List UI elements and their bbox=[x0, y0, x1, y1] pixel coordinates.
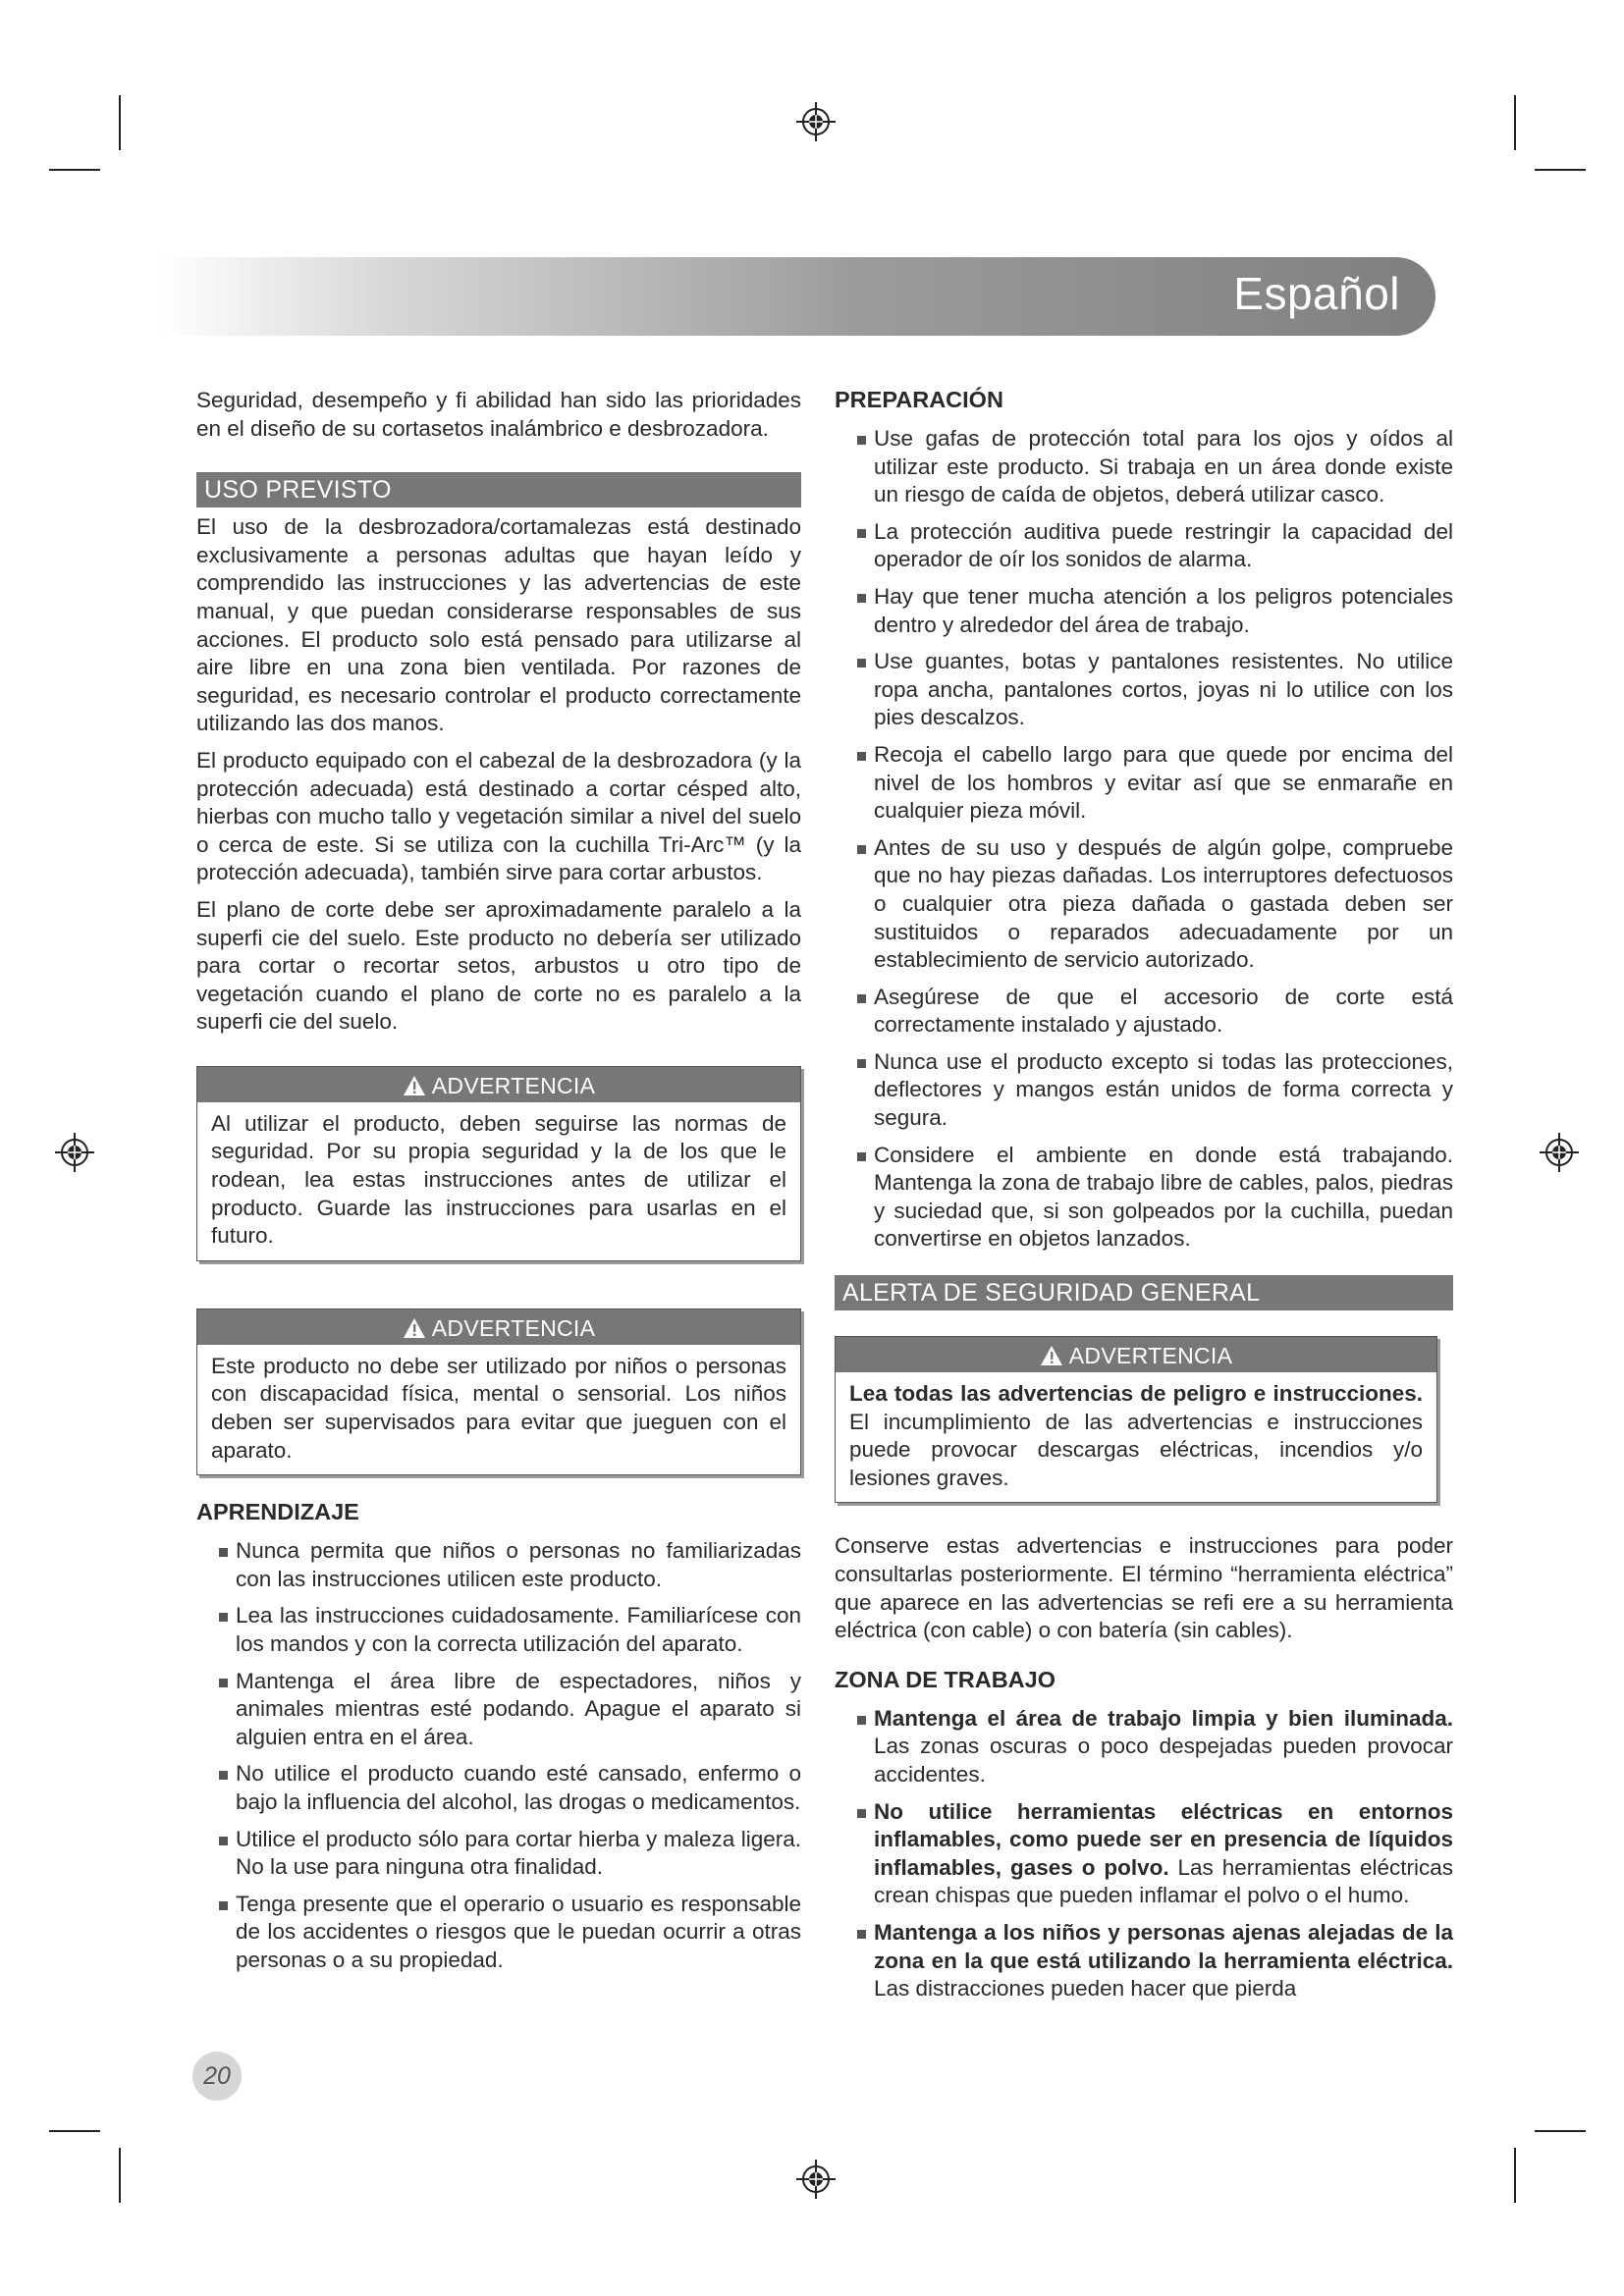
crop-mark bbox=[119, 95, 121, 150]
list-item: Hay que tener mucha atención a los peligros potenciales dentro y alrededor del área de trabajo. bbox=[835, 583, 1453, 639]
uso-previsto-paragraph: El producto equipado con el cabezal de la desbrozadora (y la protección adecuada) está destinado a cortar césped alto, hierbas con mucho tallo y vegetación similar a nivel del suelo o cerca de este. Si se utiliza con la cuchilla Tri-Arc™ (y la protección adecuada), también sirve para cortar arbustos. bbox=[196, 747, 801, 885]
bullet-icon bbox=[857, 659, 866, 667]
warning-triangle-icon bbox=[1040, 1345, 1063, 1366]
bullet-icon bbox=[857, 1152, 866, 1161]
warning-box bbox=[196, 1066, 801, 1261]
language-title: Español bbox=[1233, 268, 1400, 319]
warning-body bbox=[836, 1372, 1436, 1502]
list-item: Lea las instrucciones cuidadosamente. Familiarícese con los mandos y con la correcta utilización del aparato. bbox=[196, 1602, 801, 1658]
preparacion-list bbox=[835, 425, 1453, 1254]
bullet-icon bbox=[857, 1809, 866, 1818]
uso-previsto-paragraph: El uso de la desbrozadora/cortamalezas está destinado exclusivamente a personas adultas que hayan leído y comprendido las instrucciones y las advertencias de este manual, y que puedan considerarse responsables de sus acciones. El producto solo está pensado para utilizarse al aire libre en una zona bien ventilada. Por razones de seguridad, es necesario controlar el producto correctamente utilizando las dos manos. bbox=[196, 514, 801, 736]
list-item: No utilice herramientas eléctricas en entornos inflamables, como puede ser en presencia de líquidos inflamables, gases o polvo. Las herramientas eléctricas crean chispas que pueden inflamar el polvo o el humo. bbox=[835, 1798, 1453, 1910]
section-heading-alerta: ALERTA DE SEGURIDAD GENERAL bbox=[835, 1275, 1453, 1310]
warning-header bbox=[197, 1309, 800, 1345]
crop-mark bbox=[1514, 2148, 1516, 2203]
list-item: Nunca permita que niños o personas no familiarizadas con las instrucciones utilicen este producto. bbox=[196, 1537, 801, 1593]
alerta-paragraph: Conserve estas advertencias e instrucciones para poder consultarlas posteriormente. El término “herramienta eléctrica” que aparece en las advertencias se refi ere a su herramienta eléctrica (con cable) o con batería (sin cables). bbox=[835, 1533, 1453, 1643]
warning-body bbox=[197, 1102, 800, 1260]
warning-title: ADVERTENCIA bbox=[431, 1072, 596, 1098]
uso-previsto-paragraph: El plano de corte debe ser aproximadamente paralelo a la superfi cie del suelo. Este producto no debería ser utilizado para cortar o recortar setos, arbustos u otro tipo de vegetación cuando el plano de corte no es paralelo a la superfi cie del suelo. bbox=[196, 896, 801, 1035]
section-heading-uso-previsto: USO PREVISTO bbox=[196, 472, 801, 507]
crop-mark bbox=[49, 2130, 100, 2132]
warning-body bbox=[197, 1345, 800, 1474]
left-column bbox=[196, 387, 801, 1984]
list-item: Asegúrese de que el accesorio de corte está correctamente instalado y ajustado. bbox=[835, 984, 1453, 1040]
warning-box bbox=[196, 1308, 801, 1475]
warning-title: ADVERTENCIA bbox=[1068, 1343, 1233, 1369]
right-column bbox=[835, 387, 1453, 2012]
crop-mark bbox=[49, 169, 100, 171]
section-heading-preparacion: PREPARACIÓN bbox=[835, 387, 1003, 412]
warning-text: Lea todas las advertencias de peligro e instrucciones. El incumplimiento de las advertencias e instrucciones puede provocar descargas eléctricas, incendios y/o lesiones graves. bbox=[849, 1381, 1423, 1490]
aprendizaje-list bbox=[196, 1537, 801, 1974]
section-heading-zona: ZONA DE TRABAJO bbox=[835, 1666, 1056, 1692]
list-item: Utilice el producto sólo para cortar hierba y maleza ligera. No la use para ninguna otra finalidad. bbox=[196, 1826, 801, 1882]
list-item: La protección auditiva puede restringir la capacidad del operador de oír los sonidos de alarma. bbox=[835, 518, 1453, 574]
bullet-icon bbox=[219, 1771, 228, 1780]
warning-header bbox=[836, 1337, 1436, 1372]
page-number: 20 bbox=[192, 2052, 242, 2101]
bullet-icon bbox=[857, 1930, 866, 1939]
bullet-icon bbox=[219, 1837, 228, 1845]
list-item: Use guantes, botas y pantalones resistentes. No utilice ropa ancha, pantalones cortos, joyas ni lo utilice con los pies descalzos. bbox=[835, 648, 1453, 732]
list-item: Recoja el cabello largo para que quede por encima del nivel de los hombros y evitar así que se enmarañe en cualquier pieza móvil. bbox=[835, 741, 1453, 826]
registration-mark-icon bbox=[794, 2158, 838, 2201]
warning-text: Este producto no debe ser utilizado por niños o personas con discapacidad física, mental o sensorial. Los niños deben ser supervisados para evitar que jueguen con el aparato. bbox=[211, 1353, 786, 1463]
bullet-icon bbox=[857, 1059, 866, 1068]
language-header-band bbox=[159, 257, 1435, 336]
bullet-icon bbox=[219, 1901, 228, 1910]
list-item: Use gafas de protección total para los ojos y oídos al utilizar este producto. Si trabaja en un área donde existe un riesgo de caída de objetos, deberá utilizar casco. bbox=[835, 425, 1453, 509]
intro-paragraph: Seguridad, desempeño y fi abilidad han sido las prioridades en el diseño de su cortasetos inalámbrico e desbrozadora. bbox=[196, 388, 801, 441]
bullet-icon bbox=[857, 845, 866, 854]
warning-header bbox=[197, 1067, 800, 1102]
crop-mark bbox=[119, 2148, 121, 2203]
registration-mark-icon bbox=[53, 1131, 96, 1174]
list-item: Considere el ambiente en donde está trabajando. Mantenga la zona de trabajo libre de cables, palos, piedras y suciedad que, si son golpeados por la cuchilla, puedan convertirse en objetos lanzados. bbox=[835, 1142, 1453, 1254]
warning-title: ADVERTENCIA bbox=[431, 1314, 596, 1341]
bullet-icon bbox=[857, 1716, 866, 1725]
crop-mark bbox=[1535, 2130, 1586, 2132]
list-item: Tenga presente que el operario o usuario es responsable de los accidentes o riesgos que le puedan ocurrir a otras personas o a su propiedad. bbox=[196, 1891, 801, 1975]
list-item: Antes de su uso y después de algún golpe, compruebe que no hay piezas dañadas. Los interruptores defectuosos o cualquier otra pieza dañada o gastada deben ser sustituidos o reparados adecuadamente por un establecimiento de servicio autorizado. bbox=[835, 834, 1453, 975]
bullet-icon bbox=[219, 1613, 228, 1622]
warning-triangle-icon bbox=[403, 1317, 426, 1339]
list-item: Mantenga el área de trabajo limpia y bien iluminada. Las zonas oscuras o poco despejadas pueden provocar accidentes. bbox=[835, 1705, 1453, 1789]
section-heading-aprendizaje: APRENDIZAJE bbox=[196, 1499, 359, 1525]
registration-mark-icon bbox=[794, 100, 838, 143]
bullet-icon bbox=[219, 1679, 228, 1687]
bullet-icon bbox=[857, 594, 866, 603]
list-item: Mantenga a los niños y personas ajenas alejadas de la zona en la que está utilizando la herramienta eléctrica. Las distracciones pueden hacer que pierda bbox=[835, 1919, 1453, 2003]
bullet-icon bbox=[857, 529, 866, 538]
crop-mark bbox=[1535, 169, 1586, 171]
bullet-icon bbox=[857, 752, 866, 761]
list-item: Mantenga el área libre de espectadores, niños y animales mientras esté podando. Apague el aparato si alguien entra en el área. bbox=[196, 1668, 801, 1752]
crop-mark bbox=[1514, 95, 1516, 150]
warning-box bbox=[835, 1336, 1437, 1503]
warning-text: Al utilizar el producto, deben seguirse las normas de seguridad. Por su propia seguridad y la de los que le rodean, lea estas instrucciones antes de utilizar el producto. Guarde las instrucciones para usarlas en el futuro. bbox=[211, 1110, 786, 1249]
bullet-icon bbox=[857, 436, 866, 445]
bullet-icon bbox=[219, 1548, 228, 1557]
list-item: Nunca use el producto excepto si todas las protecciones, deflectores y mangos están unidos de forma correcta y segura. bbox=[835, 1048, 1453, 1133]
registration-mark-icon bbox=[1538, 1131, 1581, 1174]
warning-triangle-icon bbox=[403, 1075, 426, 1096]
zona-list bbox=[835, 1705, 1453, 2003]
bullet-icon bbox=[857, 994, 866, 1003]
list-item: No utilice el producto cuando esté cansado, enfermo o bajo la influencia del alcohol, las drogas o medicamentos. bbox=[196, 1760, 801, 1816]
